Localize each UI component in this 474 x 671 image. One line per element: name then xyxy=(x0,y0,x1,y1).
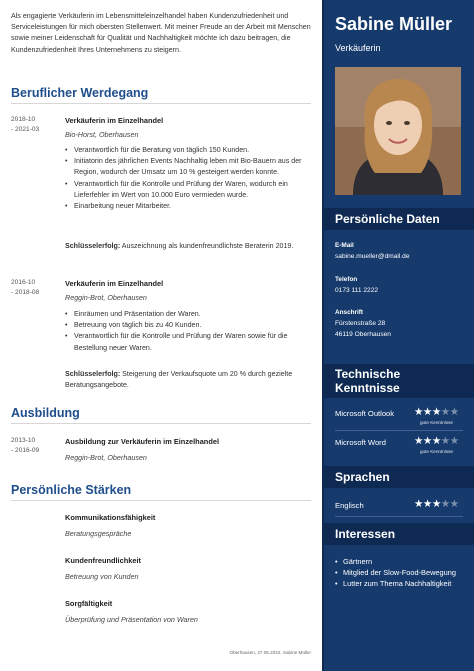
job-2-bullet: • Verantwortlich für die Kontrolle und Prüfung der Waren sowie für die Bestellung neuer Waren. xyxy=(65,331,311,353)
footer-signature: Oberhausen, 27.05.2022, Sabine Müller xyxy=(229,650,311,655)
languages-band xyxy=(324,466,474,488)
education-degree: Ausbildung zur Verkäuferin im Einzelhandel xyxy=(65,437,219,446)
job-1-company: Bio-Horst, Oberhausen xyxy=(65,130,139,139)
career-divider xyxy=(11,103,311,104)
personal-band xyxy=(324,208,474,230)
strength-title: Kommunikationsfähigkeit xyxy=(65,513,156,522)
role-subtitle: Verkäuferin xyxy=(335,43,381,53)
education-date: 2013-10 - 2016-09 xyxy=(11,437,40,454)
interest-item: • Gärtnern xyxy=(335,557,465,568)
star-empty-icon: ★ xyxy=(440,498,450,510)
job-2-key-success xyxy=(65,369,311,391)
phone-value[interactable]: 0173 111 2222 xyxy=(335,287,379,294)
strengths-divider xyxy=(11,500,311,501)
key-success-label: Schlüsselerfolg: xyxy=(65,242,121,250)
star-filled-icon: ★ xyxy=(431,435,441,447)
interests-heading: Interessen xyxy=(335,527,396,541)
strength-sub: Beratungsgespräche xyxy=(65,529,132,538)
interest-item: • Lutter zum Thema Nachhaltigkeit xyxy=(335,579,465,590)
interest-item: • Mitglied der Slow-Food-Bewegung xyxy=(335,568,465,579)
phone-label: Telefon xyxy=(335,276,358,283)
strength-title: Kundenfreundlichkeit xyxy=(65,556,141,565)
key-success-label: Schlüsselerfolg: xyxy=(65,370,121,378)
key-success-text: Steigerung der Verkaufsquote um 20 % durch gezielte Beratungsangebote. xyxy=(65,370,293,390)
star-rating xyxy=(414,407,459,417)
job-1-bullet: • Verantwortlich für die Beratung von täglich 150 Kunden. xyxy=(65,145,311,156)
job-1-bullet: • Einarbeitung neuer Mitarbeiter. xyxy=(65,201,311,212)
job-1-bullets xyxy=(65,145,311,212)
skill-level: gute Kenntnisse xyxy=(420,420,453,425)
skill-divider xyxy=(335,430,463,431)
profile-photo xyxy=(335,67,461,195)
star-filled-icon: ★ xyxy=(431,406,441,418)
career-heading: Beruflicher Werdegang xyxy=(11,86,149,100)
job-2-bullet: • Betreuung von täglich bis zu 40 Kunden. xyxy=(65,320,311,331)
star-filled-icon: ★ xyxy=(422,406,432,418)
star-filled-icon: ★ xyxy=(422,498,432,510)
address-city: 46119 Oberhausen xyxy=(335,331,391,338)
strength-title: Sorgfältigkeit xyxy=(65,599,113,608)
name-heading: Sabine Müller xyxy=(335,14,453,34)
languages-heading: Sprachen xyxy=(335,470,390,484)
star-rating xyxy=(414,436,459,446)
job-2-title: Verkäuferin im Einzelhandel xyxy=(65,279,164,288)
star-empty-icon: ★ xyxy=(449,435,459,447)
tech-band xyxy=(324,364,474,398)
email-label: E-Mail xyxy=(335,242,354,249)
job-2-bullet: • Einräumen und Präsentation der Waren. xyxy=(65,309,311,320)
language-divider xyxy=(335,516,463,517)
language-name: Englisch xyxy=(335,501,364,510)
intro-text: Als engagierte Verkäuferin im Lebensmitteleinzelhandel haben Kundenzufriedenheit und Serviceleistungen für mich obersten Stellenwert. Mit meiner Freude an der Arbeit mit Menschen sowie meiner Leidenschaft für Qualität und Nachhaltigkeit möchte ich dazu beitragen, die Kundenzufriedenheit Ihres Unternehmens zu steigern. xyxy=(11,12,311,54)
key-success-text: Auszeichnung als kundenfreundlichste Beraterin 2019. xyxy=(120,242,294,250)
strength-sub: Überprüfung und Präsentation von Waren xyxy=(65,615,198,624)
interests-list xyxy=(335,557,465,589)
star-filled-icon: ★ xyxy=(414,498,423,510)
star-empty-icon: ★ xyxy=(449,498,459,510)
star-empty-icon: ★ xyxy=(449,406,459,418)
education-heading: Ausbildung xyxy=(11,406,80,420)
skill-level: gute Kenntnisse xyxy=(420,449,453,454)
personal-heading: Persönliche Daten xyxy=(335,212,440,226)
star-rating xyxy=(414,499,459,509)
job-2-bullets xyxy=(65,309,311,354)
job-1-bullet: • Initiatorin des jährlichen Events Nachhaltig leben mit Bio-Bauern aus der Region, wodurch der Umsatz um 10 % gesteigert werden konnte. xyxy=(65,156,311,178)
skill-name: Microsoft Outlook xyxy=(335,409,395,418)
job-1-date: 2018-10 - 2021-03 xyxy=(11,116,40,133)
skill-name: Microsoft Word xyxy=(335,438,386,447)
education-divider xyxy=(11,423,311,424)
sidebar xyxy=(324,0,474,671)
email-value[interactable]: sabine.mueller@dmail.de xyxy=(335,253,410,260)
strengths-heading: Persönliche Stärken xyxy=(11,483,132,497)
strength-sub: Betreuung von Kunden xyxy=(65,572,139,581)
education-place: Reggin-Brot, Oberhausen xyxy=(65,453,147,462)
star-filled-icon: ★ xyxy=(414,435,423,447)
address-street: Fürstenstraße 28 xyxy=(335,320,386,327)
job-2-date: 2016-10 - 2018-08 xyxy=(11,279,40,296)
job-1-title: Verkäuferin im Einzelhandel xyxy=(65,116,164,125)
star-filled-icon: ★ xyxy=(422,435,432,447)
job-1-key-success xyxy=(65,241,311,252)
tech-heading: Technische Kenntnisse xyxy=(335,367,401,395)
star-empty-icon: ★ xyxy=(440,406,450,418)
job-1-bullet: • Verantwortlich für die Kontrolle und Prüfung der Waren, wodurch ein Lieferfehler im Wert von 10.000 Euro vermieden wurde. xyxy=(65,179,311,201)
star-empty-icon: ★ xyxy=(440,435,450,447)
star-filled-icon: ★ xyxy=(414,406,423,418)
portrait-image xyxy=(335,67,461,195)
address-label: Anschrift xyxy=(335,309,364,316)
interests-band xyxy=(324,523,474,545)
job-2-company: Reggin-Brot, Oberhausen xyxy=(65,293,147,302)
star-filled-icon: ★ xyxy=(431,498,441,510)
